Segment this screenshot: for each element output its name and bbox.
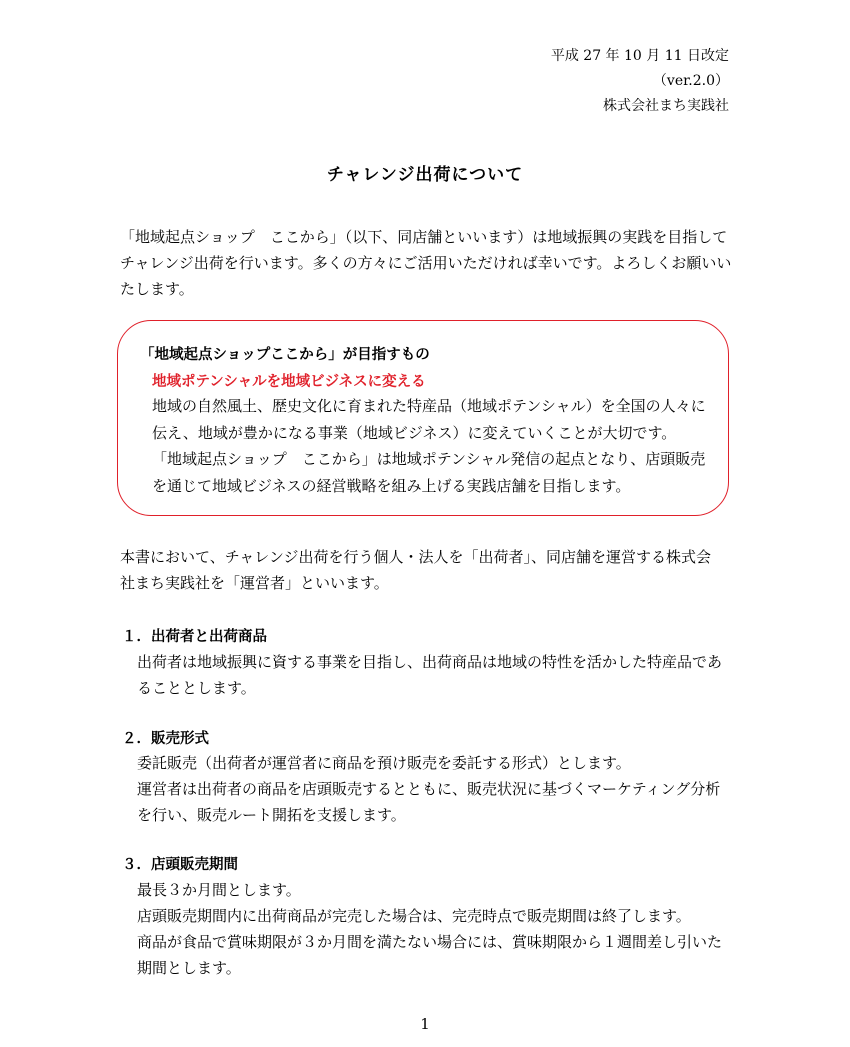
intro-line: たします。 [120, 280, 194, 298]
callout-line: 地域の自然風土、歴史文化に育まれた特産品（地域ポテンシャル）を全国の人々に [152, 397, 706, 415]
section-body-sales-format [137, 750, 737, 828]
intro-line: チャレンジ出荷を行います。多くの方々にご活用いただければ幸いです。よろしくお願いい [120, 254, 732, 272]
intro-paragraph [120, 224, 732, 302]
section-line: 最長３か月間とします。 [137, 881, 301, 899]
section-line: ることとします。 [137, 679, 256, 697]
version-label: （ver.2.0） [652, 73, 729, 89]
section-line: 商品が食品で賞味期限が３か月間を満たない場合には、賞味期限から１週間差し引いた [137, 933, 723, 951]
page-number: 1 [420, 1015, 430, 1033]
section-line: を行い、販売ルート開拓を支援します。 [137, 806, 406, 824]
revision-date: 平成 27 年 10 月 11 日改定 [550, 48, 729, 64]
callout-line: 伝え、地域が豊かになる事業（地域ビジネス）に変えていくことが大切です。 [152, 423, 677, 442]
definition-line: 本書において、チャレンジ出荷を行う個人・法人を「出荷者」、同店舗を運営する株式会 [120, 548, 712, 566]
section-line: 運営者は出荷者の商品を店頭販売するとともに、販売状況に基づくマーケティング分析 [137, 780, 721, 798]
page-title: チャレンジ出荷について [326, 165, 524, 185]
section-heading-shippers: １．出荷者と出荷商品 [122, 629, 267, 645]
section-body-sales-period [137, 877, 737, 981]
definition-paragraph [120, 544, 732, 596]
callout-line: 「地域起点ショップ ここから」は地域ポテンシャル発信の起点となり、店頭販売 [152, 450, 706, 468]
document-header [551, 44, 729, 119]
callout-line: を通じて地域ビジネスの経営戦略を組み上げる実践店舗を目指します。 [152, 476, 631, 495]
section-line: 委託販売（出荷者が運営者に商品を預け販売を委託する形式）とします。 [137, 754, 631, 772]
intro-line: 「地域起点ショップ ここから」（以下、同店舗といいます）は地域振興の実践を目指して [120, 228, 728, 246]
company-name: 株式会社まち実践社 [603, 98, 729, 114]
section-line: 出荷者は地域振興に資する事業を目指し、出荷商品は地域の特性を活かした特産品であ [137, 653, 723, 671]
section-heading-sales-format: ２．販売形式 [122, 731, 209, 747]
section-heading-sales-period: ３．店頭販売期間 [122, 857, 238, 873]
section-line: 店頭販売期間内に出荷商品が完売した場合は、完売時点で販売期間は終了します。 [137, 907, 691, 925]
definition-line: 社まち実践社を「運営者」といいます。 [120, 574, 389, 592]
callout-heading: 「地域起点ショップここから」が目指すもの [140, 347, 430, 363]
callout-body [152, 393, 722, 499]
section-line: 期間とします。 [137, 959, 241, 977]
section-body-shippers [137, 649, 737, 701]
callout-highlight: 地域ポテンシャルを地域ビジネスに変える [152, 374, 426, 390]
